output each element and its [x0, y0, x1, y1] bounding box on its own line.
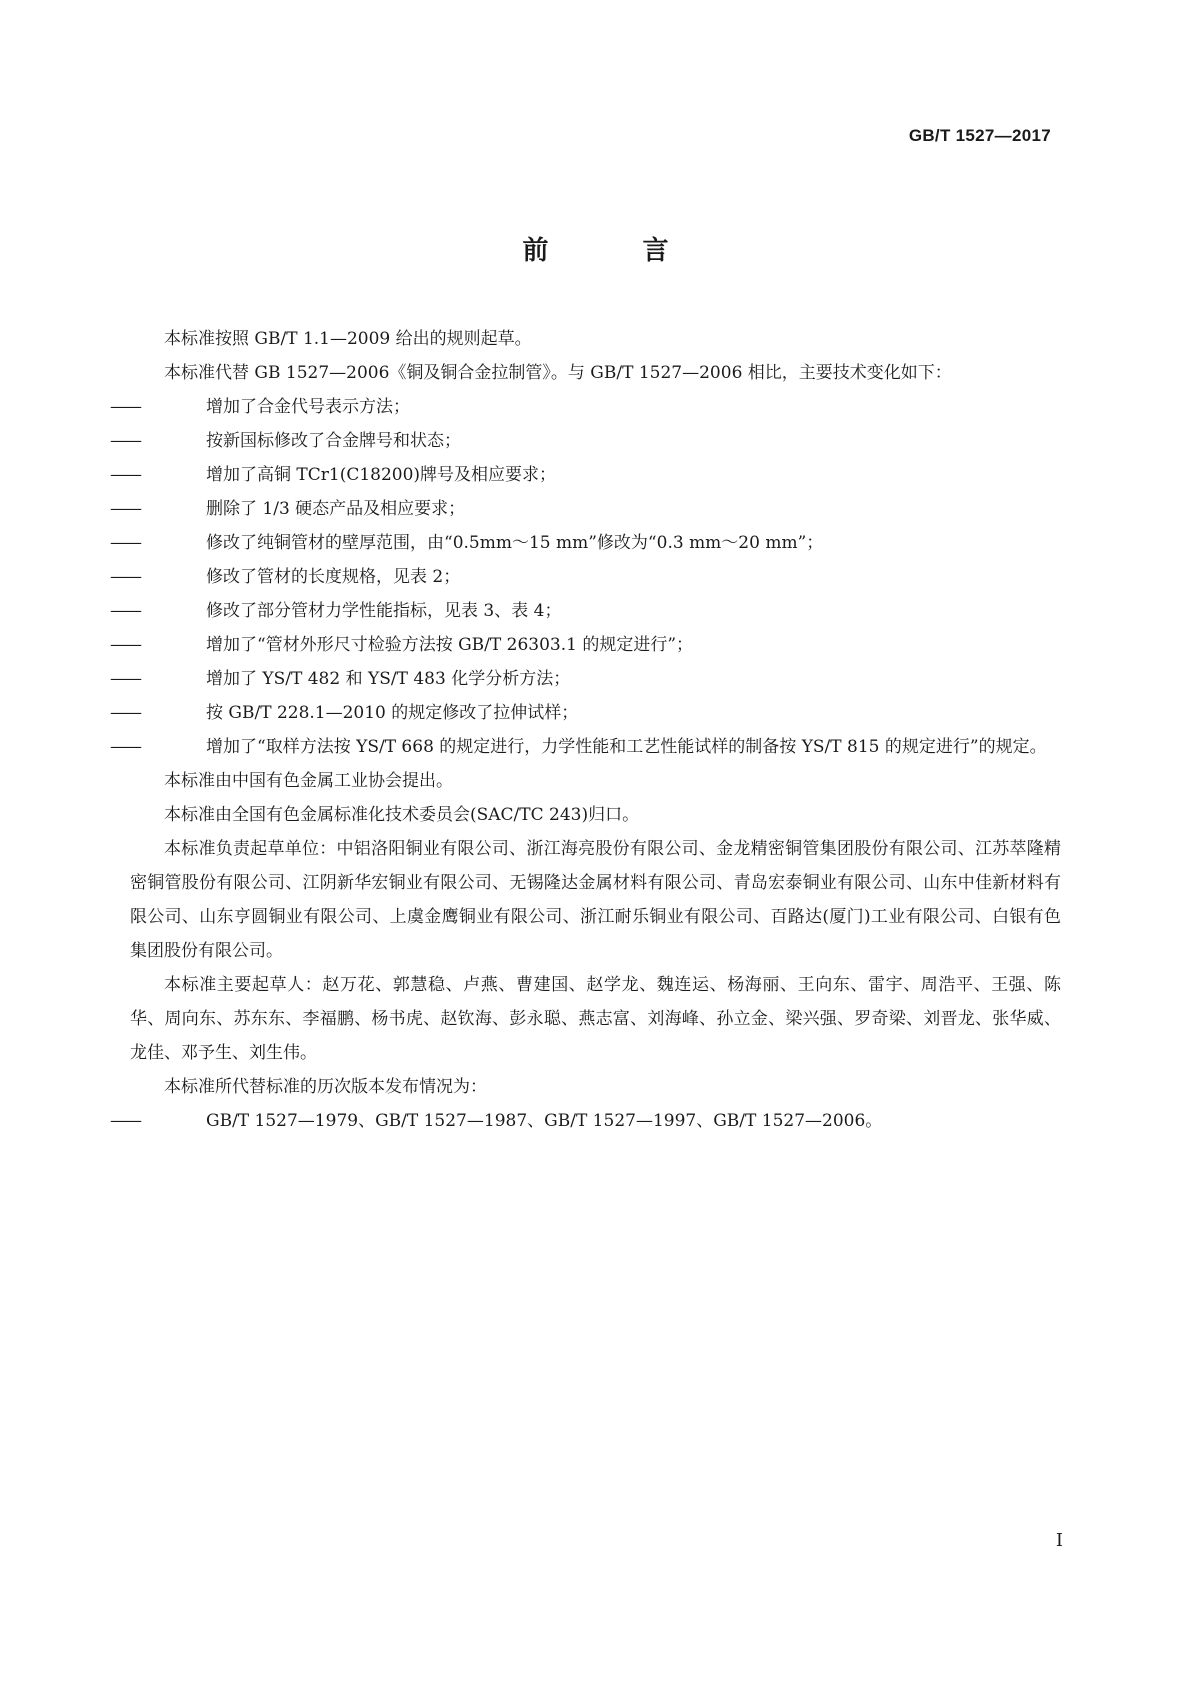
paragraph-committee: 本标准由全国有色金属标准化技术委员会(SAC/TC 243)归口。 — [164, 805, 640, 825]
history-item — [110, 1104, 1061, 1138]
change-item-text: 按新国标修改了合金牌号和状态； — [206, 431, 461, 451]
change-item — [110, 594, 1061, 628]
change-item — [110, 492, 1061, 526]
dash-marker: —— — [110, 567, 140, 587]
dash-marker: —— — [110, 669, 140, 689]
standard-code: GB/T 1527—2017 — [908, 126, 1051, 145]
dash-marker: —— — [110, 601, 140, 621]
change-item — [110, 730, 1061, 764]
change-item-text: 增加了“管材外形尺寸检验方法按 GB/T 26303.1 的规定进行”； — [206, 635, 694, 655]
change-item-text: 按 GB/T 228.1—2010 的规定修改了拉伸试样； — [206, 703, 579, 723]
dash-marker: —— — [110, 431, 140, 451]
change-item-text: 修改了纯铜管材的壁厚范围，由“0.5mm～15 mm”修改为“0.3 mm～20 mm”； — [206, 533, 824, 553]
paragraph-history-intro: 本标准所代替标准的历次版本发布情况为： — [164, 1077, 487, 1097]
page-title: 前 言 — [522, 236, 703, 266]
change-item-text: 增加了合金代号表示方法； — [206, 397, 410, 417]
paragraph-drafters: 本标准主要起草人：赵万花、郭慧稳、卢燕、曹建国、赵学龙、魏连运、杨海丽、王向东、雷宇、周浩平、王强、陈华、周向东、苏东东、李福鹏、杨书虎、赵钦海、彭永聪、燕志富、刘海峰、孙立金、梁兴强、罗奇梁、刘晋龙、张华威、龙佳、邓予生、刘生伟。 — [130, 975, 1061, 1063]
paragraph-proposer: 本标准由中国有色金属工业协会提出。 — [164, 771, 453, 791]
change-item-text: 增加了 YS/T 482 和 YS/T 483 化学分析方法； — [206, 669, 571, 689]
dash-marker: —— — [110, 1111, 140, 1131]
dash-marker: —— — [110, 397, 140, 417]
change-item-text: 修改了部分管材力学性能指标，见表 3、表 4； — [206, 601, 562, 621]
change-item — [110, 458, 1061, 492]
change-item — [110, 628, 1061, 662]
change-item-text: 增加了“取样方法按 YS/T 668 的规定进行，力学性能和工艺性能试样的制备按 YS/T 815 的规定进行”的规定。 — [206, 737, 1047, 757]
paragraph-drafting-rules: 本标准按照 GB/T 1.1—2009 给出的规则起草。 — [164, 329, 532, 349]
history-item-text: GB/T 1527—1979、GB/T 1527—1987、GB/T 1527—1997、GB/T 1527—2006。 — [206, 1111, 883, 1131]
change-item — [110, 526, 1061, 560]
dash-marker: —— — [110, 533, 140, 553]
dash-marker: —— — [110, 465, 140, 485]
document-body — [110, 322, 1061, 1138]
change-item — [110, 560, 1061, 594]
dash-marker: —— — [110, 737, 140, 757]
change-item-text: 删除了 1/3 硬态产品及相应要求； — [206, 499, 466, 519]
change-item-text: 修改了管材的长度规格，见表 2； — [206, 567, 461, 587]
change-item — [110, 662, 1061, 696]
dash-marker: —— — [110, 635, 140, 655]
change-item — [110, 696, 1061, 730]
dash-marker: —— — [110, 703, 140, 723]
paragraph-drafting-units: 本标准负责起草单位：中铝洛阳铜业有限公司、浙江海亮股份有限公司、金龙精密铜管集团股份有限公司、江苏萃隆精密铜管股份有限公司、江阴新华宏铜业有限公司、无锡隆达金属材料有限公司、青岛宏泰铜业有限公司、山东中佳新材料有限公司、山东亨圆铜业有限公司、上虞金鹰铜业有限公司、浙江耐乐铜业有限公司、百路达(厦门)工业有限公司、白银有色集团股份有限公司。 — [130, 839, 1061, 961]
page-number: I — [1055, 1530, 1063, 1551]
dash-marker: —— — [110, 499, 140, 519]
paragraph-replacement: 本标准代替 GB 1527—2006《铜及铜合金拉制管》。与 GB/T 1527—2006 相比，主要技术变化如下： — [164, 363, 952, 383]
change-item-text: 增加了高铜 TCr1(C18200)牌号及相应要求； — [206, 465, 557, 485]
change-item — [110, 424, 1061, 458]
change-item — [110, 390, 1061, 424]
